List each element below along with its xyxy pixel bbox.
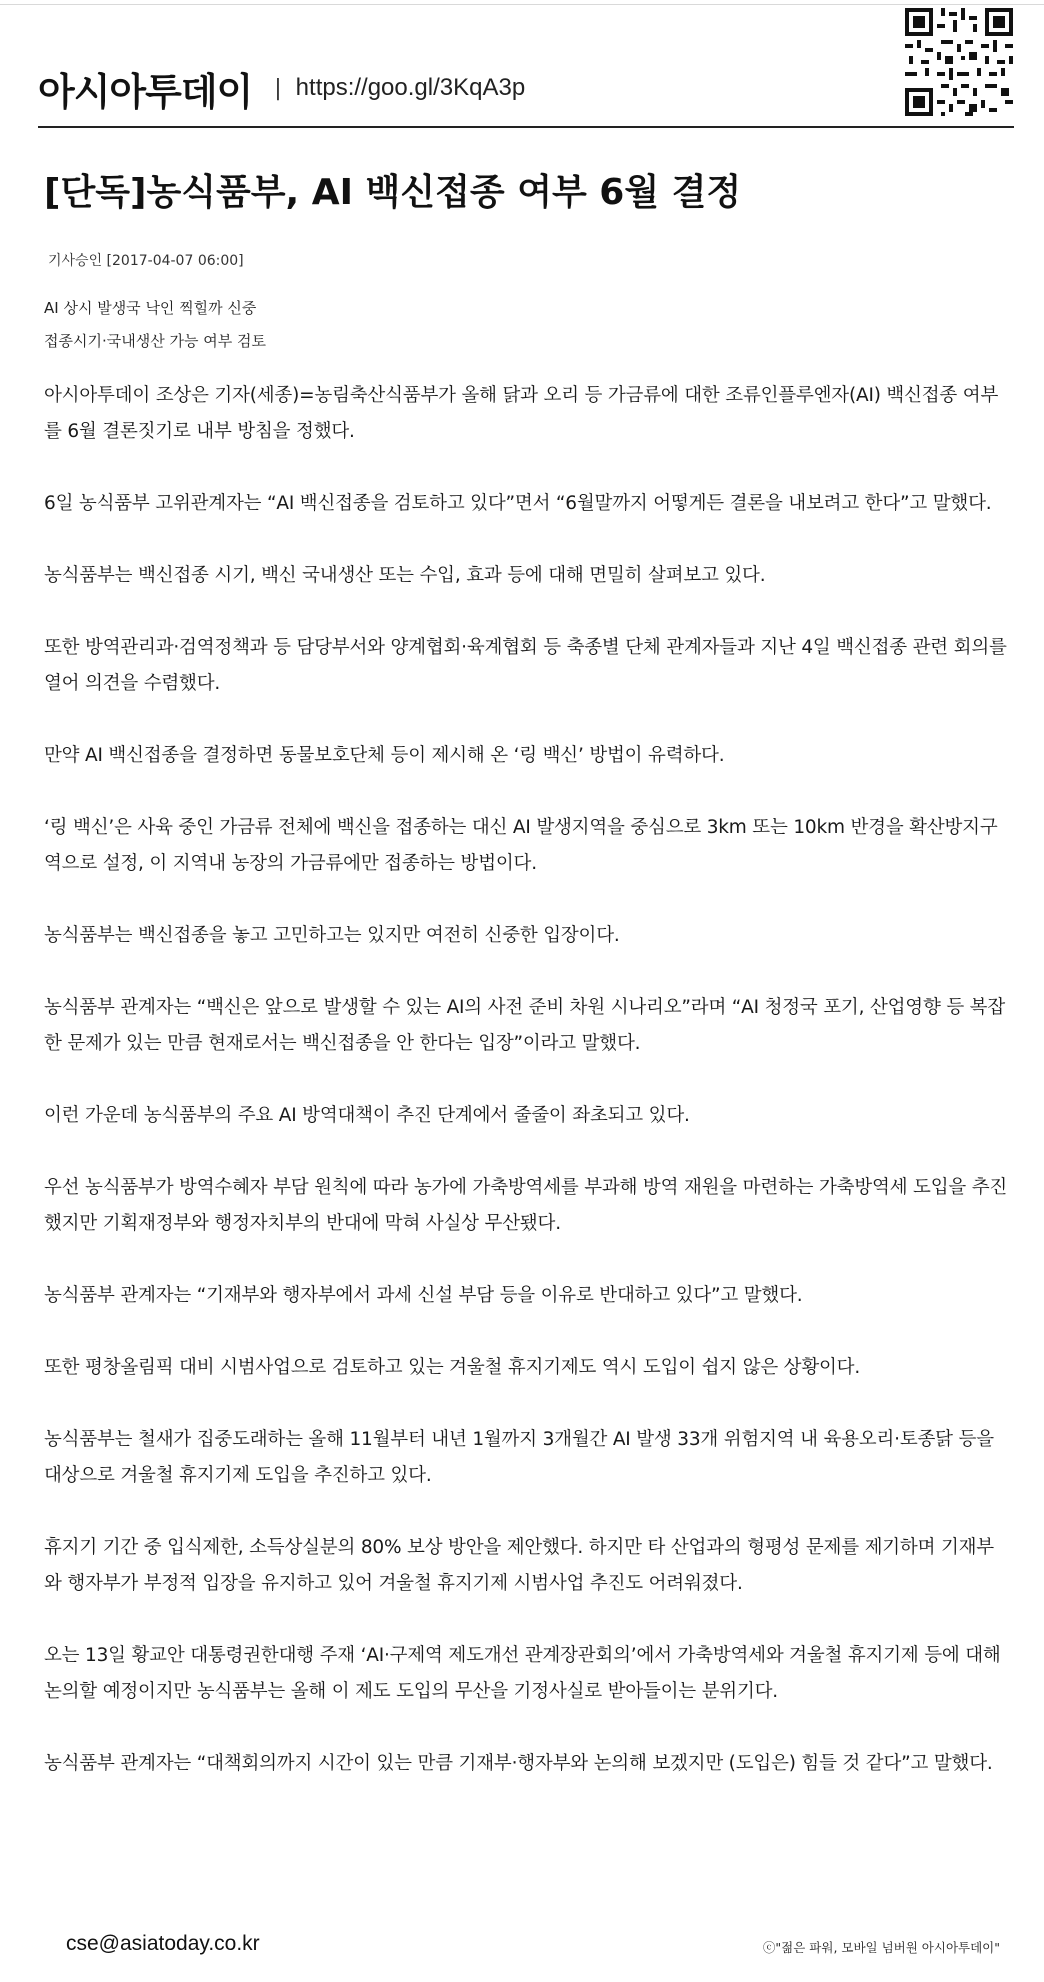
short-url-link[interactable]: https://goo.gl/3KqA3p — [295, 74, 526, 101]
top-divider — [0, 4, 1044, 5]
article-subheads — [44, 292, 266, 358]
header-rule — [38, 126, 1014, 128]
article-body — [44, 378, 1010, 1818]
qr-code-icon — [905, 8, 1013, 116]
article-paragraph: ‘링 백신’은 사육 중인 가금류 전체에 백신을 접종하는 대신 AI 발생지역을 중심으로 3km 또는 10km 반경을 확산방지구역으로 설정, 이 지역내 농장의 가금류에만 접종하는 방법이다. — [44, 817, 998, 874]
article-paragraph: 우선 농식품부가 방역수혜자 부담 원칙에 따라 농가에 가축방역세를 부과해 방역 재원을 마련하는 가축방역세 도입을 추진했지만 기획재정부와 행정자치부의 반대에 막혀 사실상 무산됐다. — [44, 1177, 1008, 1234]
article-paragraph: 6일 농식품부 고위관계자는 “AI 백신접종을 검토하고 있다”면서 “6월말까지 어떻게든 결론을 내보려고 한다”고 말했다. — [44, 493, 992, 514]
article-paragraph: 농식품부는 철새가 집중도래하는 올해 11월부터 내년 1월까지 3개월간 AI 발생 33개 위험지역 내 육용오리·토종닭 등을 대상으로 겨울철 휴지기제 도입을 추진하고 있다. — [44, 1429, 994, 1486]
article-paragraph: 오는 13일 황교안 대통령권한대행 주재 ‘AI·구제역 제도개선 관계장관회의’에서 가축방역세와 겨울철 휴지기제 등에 대해 논의할 예정이지만 농식품부는 올해 이 제도 도입의 무산을 기정사실로 받아들이는 분위기다. — [44, 1645, 1001, 1702]
masthead — [38, 62, 525, 114]
article-paragraph: 농식품부는 백신접종 시기, 백신 국내생산 또는 수입, 효과 등에 대해 면밀히 살펴보고 있다. — [44, 565, 766, 586]
article-paragraph: 농식품부는 백신접종을 놓고 고민하고는 있지만 여전히 신중한 입장이다. — [44, 925, 620, 946]
subhead: 접종시기·국내생산 가능 여부 검토 — [44, 332, 266, 350]
subhead: AI 상시 발생국 낙인 찍힐까 신중 — [44, 299, 257, 317]
publisher-logo: 아시아투데이 — [38, 69, 253, 114]
article-paragraph: 농식품부 관계자는 “백신은 앞으로 발생할 수 있는 AI의 사전 준비 차원 시나리오”라며 “AI 청정국 포기, 산업영향 등 복잡한 문제가 있는 만큼 현재로서는 백신접종을 안 한다는 입장”이라고 말했다. — [44, 997, 1006, 1054]
masthead-separator: | — [274, 75, 282, 101]
article-paragraph: 아시아투데이 조상은 기자(세종)=농림축산식품부가 올해 닭과 오리 등 가금류에 대한 조류인플루엔자(AI) 백신접종 여부를 6월 결론짓기로 내부 방침을 정했다. — [44, 385, 999, 442]
article-paragraph: 휴지기 기간 중 입식제한, 소득상실분의 80% 보상 방안을 제안했다. 하지만 타 산업과의 형평성 문제를 제기하며 기재부와 행자부가 부정적 입장을 유지하고 있어 겨울철 휴지기제 시범사업 추진도 어려워졌다. — [44, 1537, 994, 1594]
copyright-notice: ⓒ"젊은 파워, 모바일 넘버원 아시아투데이" — [762, 1940, 1000, 1955]
article-paragraph: 만약 AI 백신접종을 결정하면 동물보호단체 등이 제시해 온 ‘링 백신’ 방법이 유력하다. — [44, 745, 725, 766]
article-paragraph: 농식품부 관계자는 “기재부와 행자부에서 과세 신설 부담 등을 이유로 반대하고 있다”고 말했다. — [44, 1285, 803, 1306]
article-paragraph: 이런 가운데 농식품부의 주요 AI 방역대책이 추진 단계에서 줄줄이 좌초되고 있다. — [44, 1105, 690, 1126]
article-paragraph: 농식품부 관계자는 “대책회의까지 시간이 있는 만큼 기재부·행자부와 논의해 보겠지만 (도입은) 힘들 것 같다”고 말했다. — [44, 1753, 993, 1774]
article-paragraph: 또한 평창올림픽 대비 시범사업으로 검토하고 있는 겨울철 휴지기제도 역시 도입이 쉽지 않은 상황이다. — [44, 1357, 861, 1378]
article-title: [단독]농식품부, AI 백신접종 여부 6월 결정 — [44, 172, 742, 213]
article-paragraph: 또한 방역관리과·검역정책과 등 담당부서와 양계협회·육계협회 등 축종별 단체 관계자들과 지난 4일 백신접종 관련 회의를 열어 의견을 수렴했다. — [44, 637, 1007, 694]
article-approval-time: 기사승인 [2017-04-07 06:00] — [48, 253, 244, 269]
reporter-email[interactable]: cse@asiatoday.co.kr — [66, 1932, 260, 1955]
